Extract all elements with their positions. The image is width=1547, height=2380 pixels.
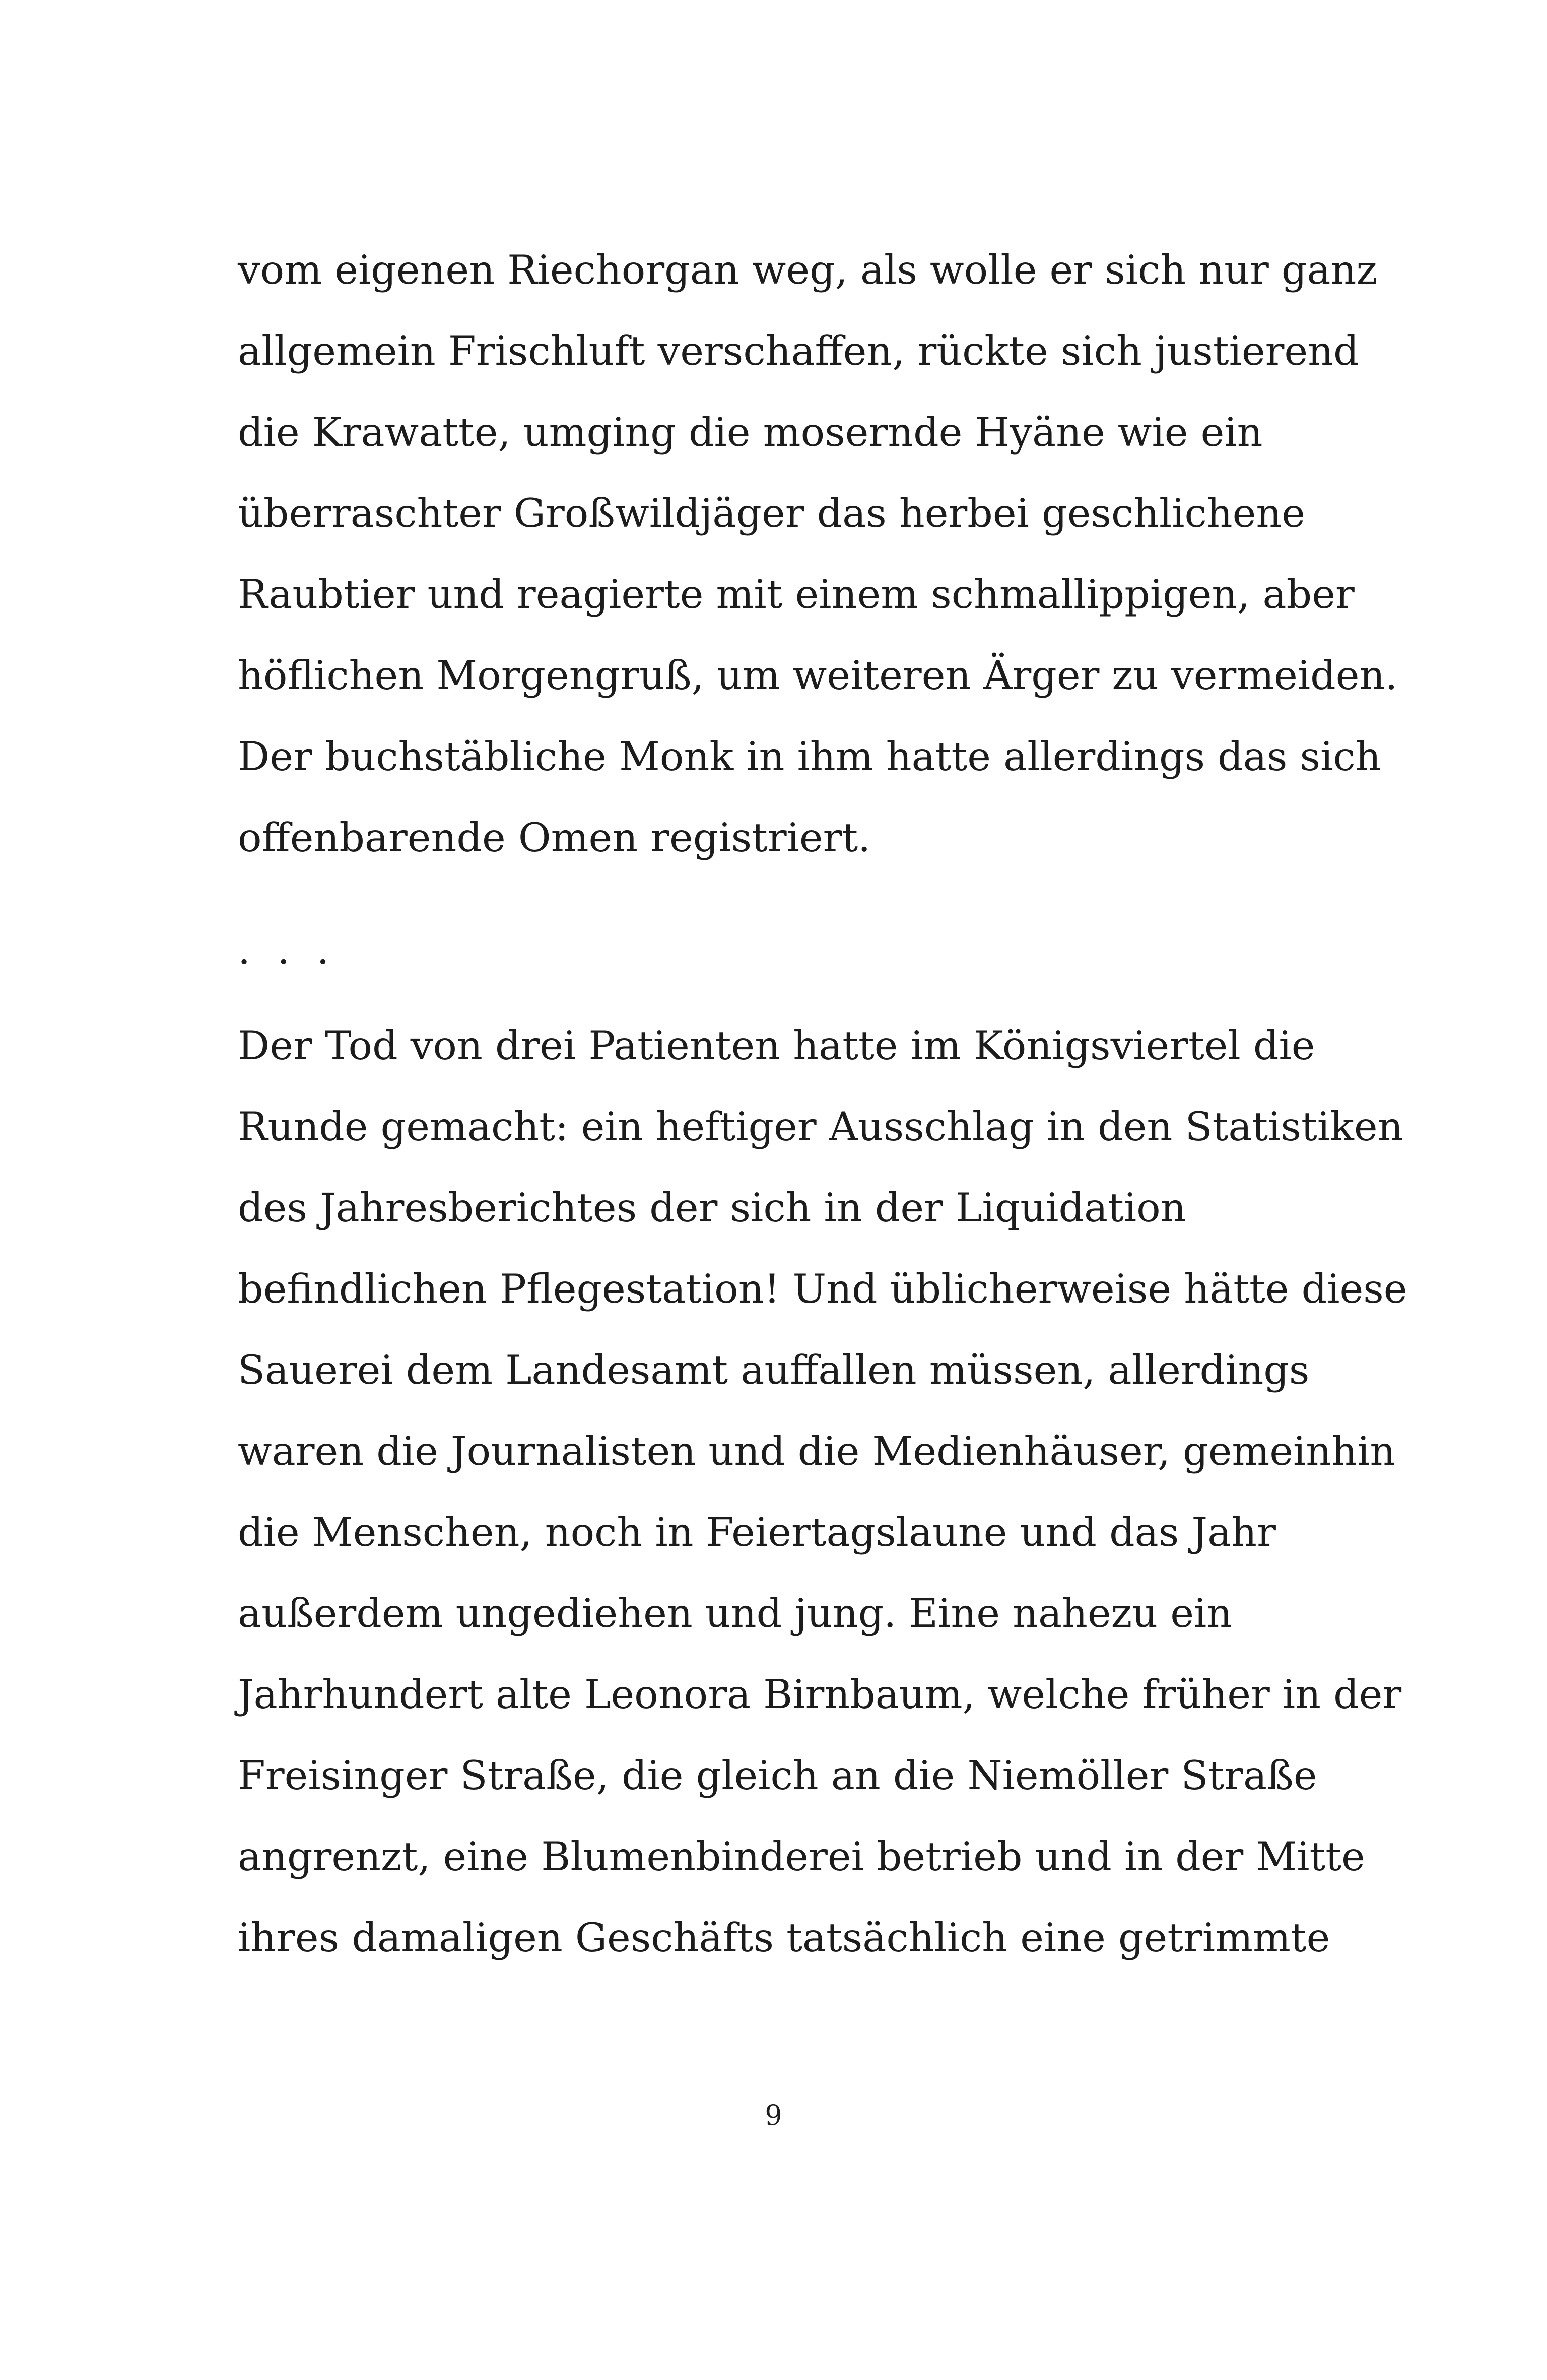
text-line: die Krawatte, umging die mosernde Hyäne wie ein [238, 409, 1263, 455]
text-line: Der Tod von drei Patienten hatte im Königsviertel die [238, 1023, 1315, 1069]
text-line: Freisinger Straße, die gleich an die Niemöller Straße [238, 1752, 1317, 1799]
text-line: höflichen Morgengruß, um weiteren Ärger zu vermeiden. [238, 652, 1398, 699]
text-line: ihres damaligen Geschäfts tatsächlich eine getrimmte [238, 1915, 1330, 1961]
page-number: 9 [765, 2099, 782, 2131]
text-line: die Menschen, noch in Feiertagslaune und das Jahr [238, 1509, 1276, 1555]
paragraph-1 [238, 230, 1398, 878]
text-line: waren die Journalisten und die Medienhäuser, gemeinhin [238, 1428, 1396, 1474]
text-line: offenbarende Omen registriert. [238, 814, 871, 861]
text-line: Sauerei dem Landesamt auffallen müssen, allerdings [238, 1347, 1310, 1393]
text-line: Runde gemacht: ein heftiger Ausschlag in den Statistiken [238, 1104, 1403, 1150]
text-line: des Jahresberichtes der sich in der Liquidation [238, 1185, 1186, 1231]
text-line: befindlichen Pflegestation! Und üblicherweise hätte diese [238, 1266, 1407, 1312]
section-separator: . . . [238, 927, 337, 973]
text-line: überraschter Großwildjäger das herbei geschlichene [238, 490, 1306, 536]
text-line: allgemein Frischluft verschaffen, rückte sich justierend [238, 328, 1359, 374]
text-line: außerdem ungediehen und jung. Eine nahezu ein [238, 1590, 1233, 1637]
text-line: Jahrhundert alte Leonora Birnbaum, welche früher in der [238, 1671, 1402, 1718]
text-line: angrenzt, eine Blumenbinderei betrieb und in der Mitte [238, 1833, 1365, 1880]
paragraph-2 [238, 1005, 1407, 1979]
text-line: Raubtier und reagierte mit einem schmallippigen, aber [238, 571, 1355, 618]
text-line: Der buchstäbliche Monk in ihm hatte allerdings das sich [238, 733, 1381, 780]
text-line: vom eigenen Riechorgan weg, als wolle er sich nur ganz [238, 247, 1378, 293]
